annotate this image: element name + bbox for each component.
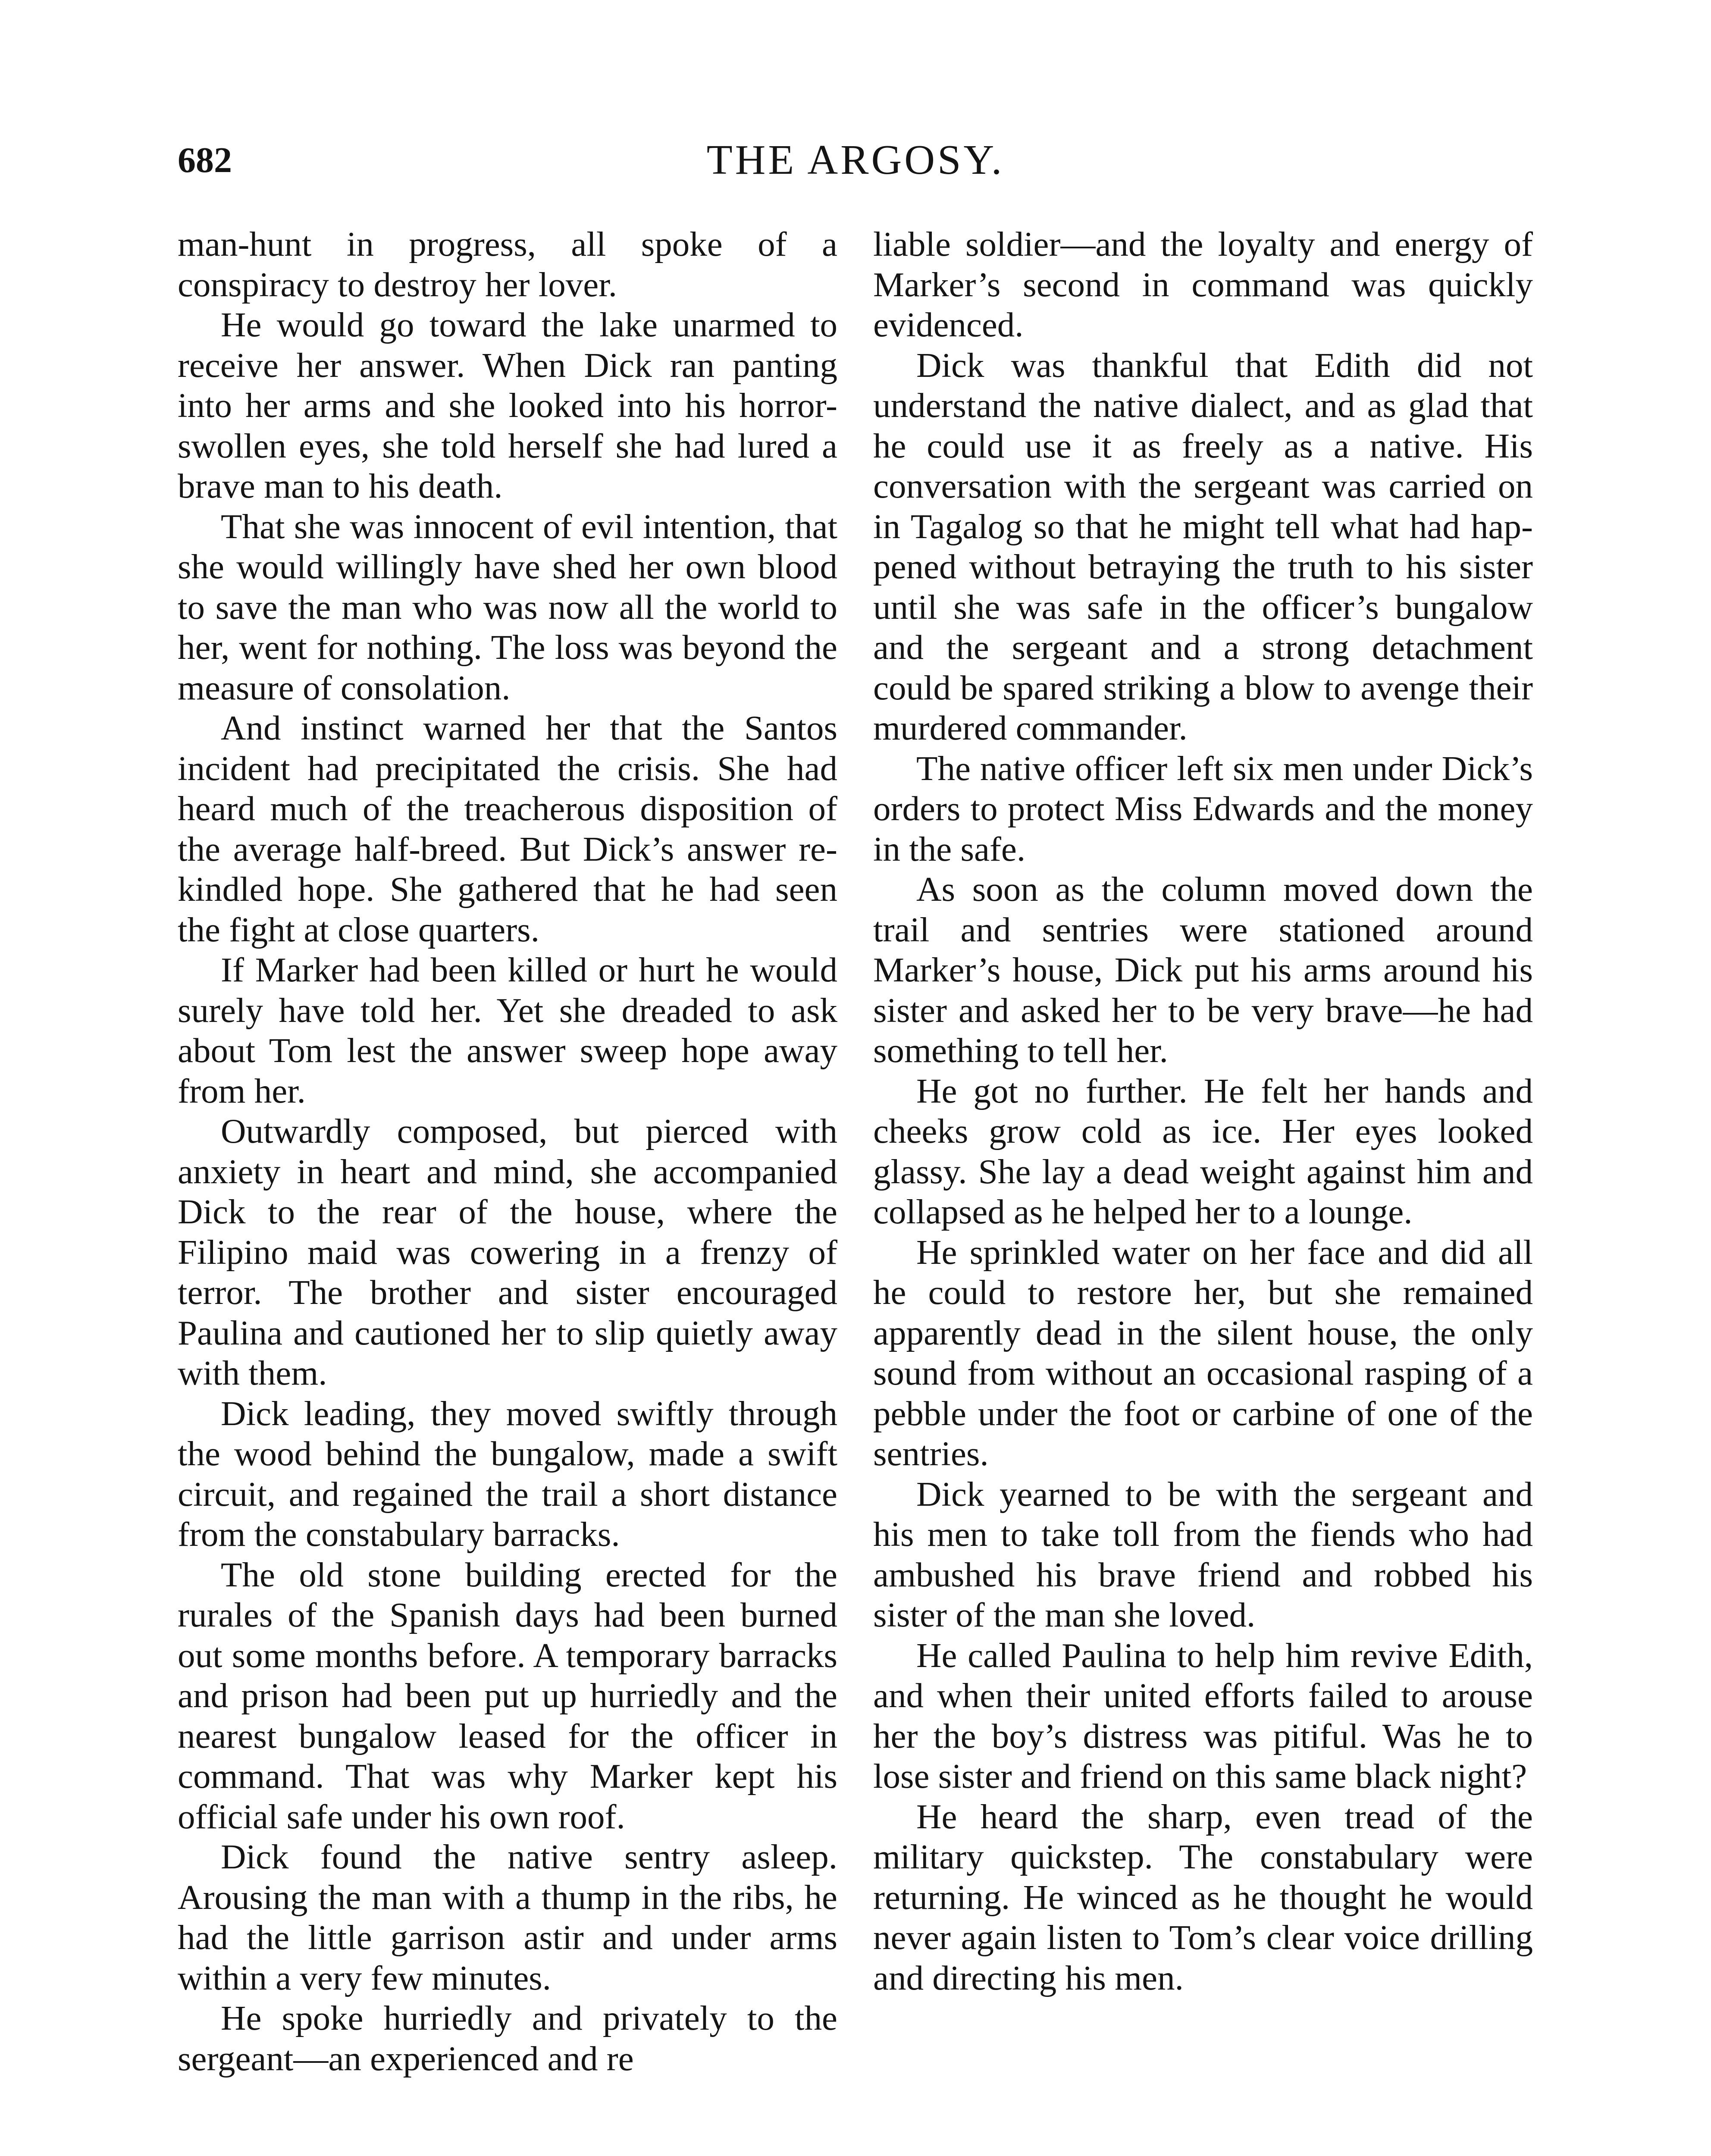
right-column [873, 224, 1533, 1998]
paragraph: Outwardly composed, but pierced with anxiety in heart and mind, she accompanied Dick to the rear of the house, where the Filipino maid was cowering in a frenzy of terror. The brother and sister encouraged Paulina and cautioned her to slip quietly away with them. [178, 1112, 837, 1392]
paragraph: The old stone building erected for the rurales of the Spanish days had been burned out some months before. A temporary barracks and prison had been put up hurriedly and the nearest bungalow leased for the officer in command. That was why Marker kept his official safe under his own roof. [178, 1555, 837, 1836]
paragraph: Dick leading, they moved swiftly through the wood behind the bungalow, made a swift circuit, and regained the trail a short distance from the constabulary barracks. [178, 1394, 837, 1554]
paragraph: That she was innocent of evil intention, that she would willingly have shed her own blood to save the man who was now all the world to her, went for nothing. The loss was beyond the measure of consolation. [178, 507, 837, 707]
page-number: 682 [178, 140, 232, 180]
paragraph: He spoke hurriedly and privately to the sergeant—an experienced and re [178, 1999, 837, 2078]
paragraph: Dick found the native sentry asleep. Arousing the man with a thump in the ribs, he had the little garrison astir and under arms within a very few minutes. [178, 1837, 837, 1997]
paragraph: And instinct warned her that the Santos incident had precipitated the crisis. She had heard much of the treacherous disposition of the average half-breed. But Dick’s answer rekindled hope. She gathered that he had seen the fight at close quarters. [178, 708, 837, 949]
paragraph: If Marker had been killed or hurt he would surely have told her. Yet she dreaded to ask about Tom lest the answer sweep hope away from her. [178, 950, 837, 1110]
paragraph: As soon as the column moved down the trail and sentries were stationed around Marker’s house, Dick put his arms around his sister and asked her to be very brave—he had something to tell her. [873, 870, 1533, 1070]
paragraph: He would go toward the lake unarmed to receive her answer. When Dick ran panting into her arms and she looked into his horror-swollen eyes, she told herself she had lured a brave man to his death. [178, 305, 837, 505]
paragraph: liable soldier—and the loyalty and energy of Marker’s second in command was quickly evidenced. [873, 225, 1533, 344]
paragraph: He called Paulina to help him revive Edith, and when their united efforts failed to arouse her the boy’s distress was pitiful. Was he to lose sister and friend on this same black night? [873, 1636, 1533, 1796]
paragraph: He got no further. He felt her hands and cheeks grow cold as ice. Her eyes looked glassy. She lay a dead weight against him and collapsed as he helped her to a lounge. [873, 1071, 1533, 1231]
paragraph: man-hunt in progress, all spoke of a conspiracy to destroy her lover. [178, 225, 837, 304]
left-column [178, 224, 837, 2079]
paragraph: Dick was thankful that Edith did not understand the native dialect, and as glad that he could use it as freely as a native. His conversation with the sergeant was carried on in Tagalog so that he might tell what had happened without betraying the truth to his sister until she was safe in the officer’s bungalow and the sergeant and a strong detachment could be spared striking a blow to avenge their murdered commander. [873, 345, 1533, 747]
paragraph: Dick yearned to be with the sergeant and his men to take toll from the fiends who had ambushed his brave friend and robbed his sister of the man she loved. [873, 1474, 1533, 1634]
paragraph: He heard the sharp, even tread of the military quickstep. The constabulary were returning. He winced as he thought he would never again listen to Tom’s clear voice drilling and directing his men. [873, 1797, 1533, 1997]
running-head: THE ARGOSY. [706, 137, 1005, 183]
paragraph: He sprinkled water on her face and did all he could to restore her, but she remained apparently dead in the silent house, the only sound from without an occasional rasping of a pebble under the foot or carbine of one of the sentries. [873, 1232, 1533, 1473]
paragraph: The native officer left six men under Dick’s orders to protect Miss Edwards and the money in the safe. [873, 749, 1533, 868]
